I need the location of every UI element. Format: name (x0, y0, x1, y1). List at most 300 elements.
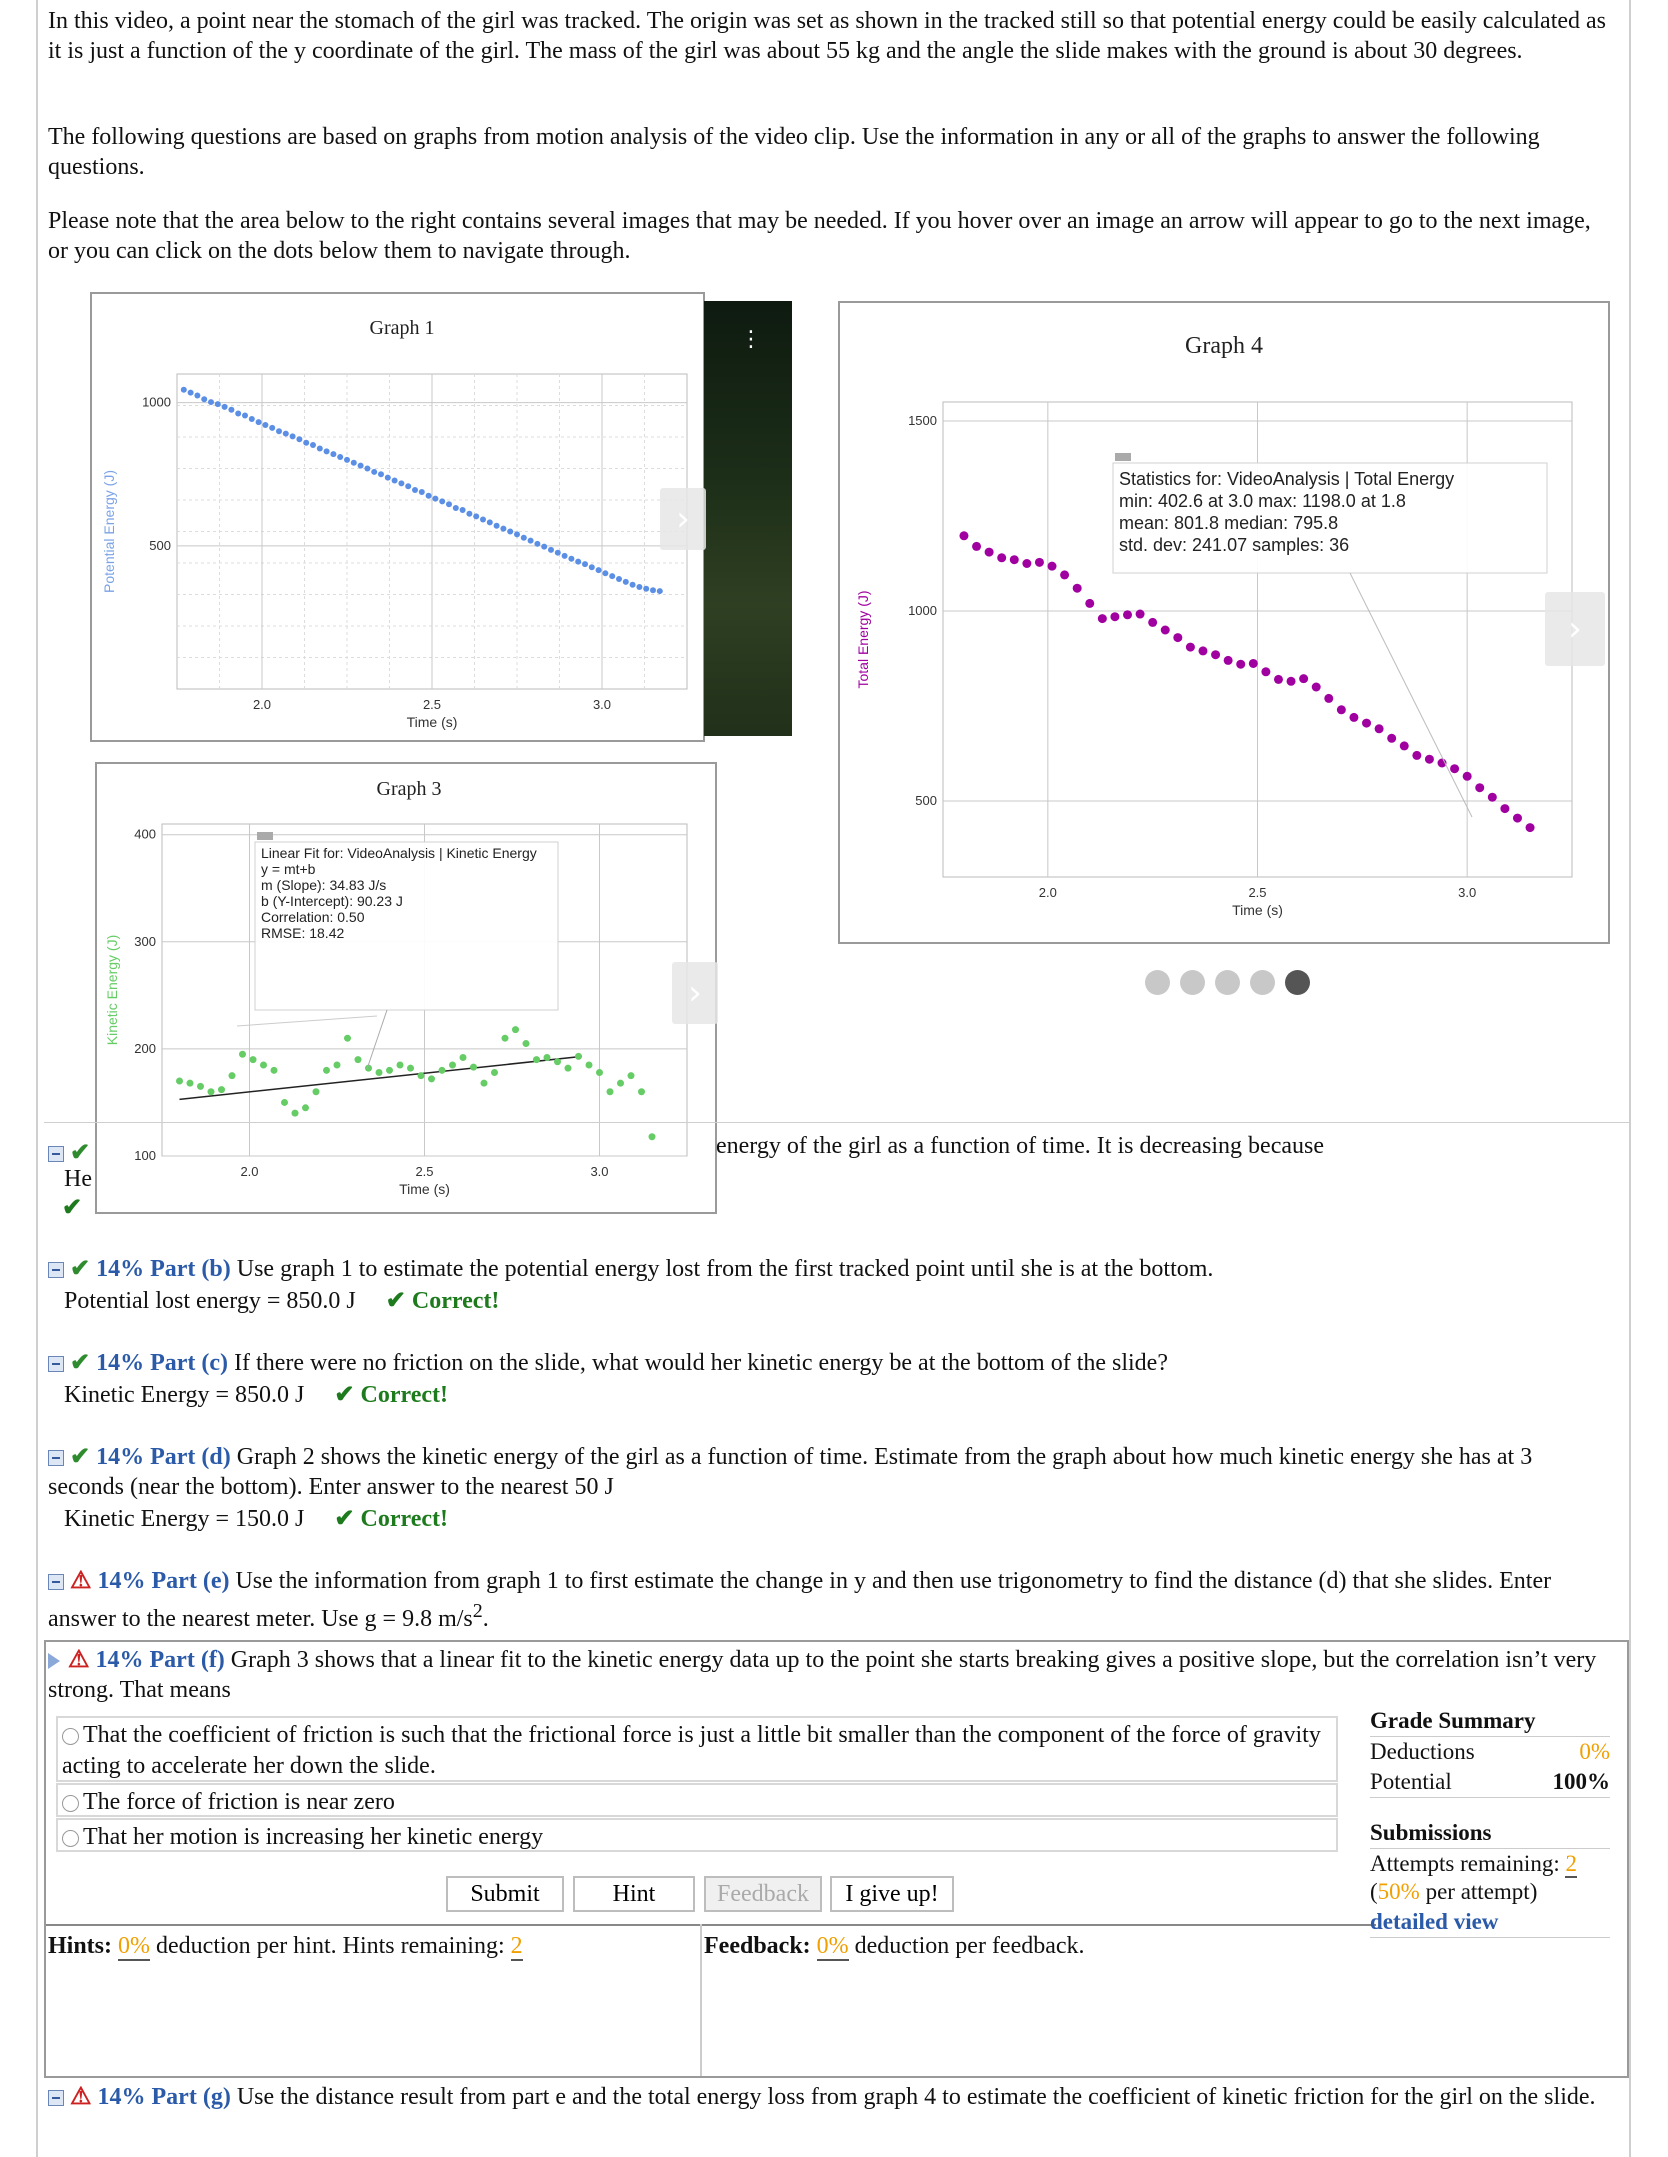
data-point (1224, 656, 1233, 665)
x-tick-label: 3.0 (590, 1164, 609, 1179)
data-point (568, 556, 574, 562)
hint-button[interactable]: Hint (573, 1876, 695, 1912)
data-point (473, 513, 479, 519)
carousel-dots (1145, 970, 1310, 995)
data-point (1513, 814, 1522, 823)
data-point (215, 401, 221, 407)
data-point (609, 573, 615, 579)
data-point (616, 576, 622, 582)
part-e-label: 14% Part (e) (97, 1568, 230, 1594)
data-point (296, 436, 302, 442)
part-e-tail: . (482, 1606, 489, 1632)
data-point (235, 411, 241, 417)
stats-annotation-line: min: 402.6 at 3.0 max: 1198.0 at 1.8 (1119, 491, 1406, 511)
carousel-dot-2[interactable] (1180, 970, 1205, 995)
potential-value: 100% (1552, 1769, 1610, 1794)
data-point (649, 1133, 656, 1140)
data-point (208, 399, 214, 405)
data-point (313, 1088, 320, 1095)
data-point (250, 1056, 257, 1063)
part-e-text: Use the information from graph 1 to first estimate the change in y and then use trigonometry to find the distance (d) that she slides. Enter answer to the nearest meter. Use g = 9.8 m/s (48, 1568, 1552, 1632)
x-tick-label: 2.0 (1038, 885, 1057, 900)
data-point (1412, 751, 1421, 760)
data-point (418, 1072, 425, 1079)
data-point (643, 586, 649, 592)
grade-summary-title: Grade Summary (1370, 1706, 1610, 1737)
deductions-row (1370, 1737, 1610, 1767)
collapse-icon[interactable] (48, 2090, 64, 2106)
data-point (176, 1078, 183, 1085)
data-point (290, 433, 296, 439)
data-point (281, 1099, 288, 1106)
data-point (602, 570, 608, 576)
check-icon: ✔ (70, 1256, 91, 1282)
fit-annotation-line: m (Slope): 34.83 J/s (261, 877, 387, 893)
data-point (1110, 612, 1119, 621)
stats-annotation-line: Statistics for: VideoAnalysis | Total Energy (1119, 469, 1455, 489)
hints-remaining: 2 (510, 1933, 523, 1959)
potential-row (1370, 1767, 1610, 1798)
hints-row (48, 1931, 688, 1961)
data-point (972, 542, 981, 551)
fit-annotation-line: RMSE: 18.42 (261, 925, 345, 941)
data-point (324, 448, 330, 454)
data-point (446, 501, 452, 507)
data-point (1324, 694, 1333, 703)
data-point (439, 498, 445, 504)
data-point (228, 407, 234, 413)
part-b-result: ✔ Correct! (385, 1288, 500, 1314)
carousel-dot-5[interactable] (1285, 970, 1310, 995)
part-f-text: Graph 3 shows that a linear fit to the kinetic energy data up to the point she starts breaking gives a positive slope, but the correlation isn’t very strong. That means (48, 1647, 1597, 1703)
attempts-row (1370, 1849, 1610, 1879)
expand-icon[interactable] (48, 1653, 60, 1669)
data-point (997, 553, 1006, 562)
graph-3-next-arrow[interactable]: › (672, 962, 718, 1024)
data-point (1488, 793, 1497, 802)
data-point (1148, 618, 1157, 627)
x-tick-label: 2.5 (422, 697, 442, 712)
data-point (565, 1065, 572, 1072)
check-icon: ✔ (70, 1444, 91, 1470)
data-point (596, 1069, 603, 1076)
part-c-label: 14% Part (c) (96, 1350, 229, 1376)
part-d-question (48, 1442, 1608, 1502)
x-tick-label: 2.5 (1248, 885, 1267, 900)
data-point (548, 547, 554, 553)
data-point (242, 413, 248, 419)
data-point (371, 469, 377, 475)
y-tick-label: 1000 (908, 603, 937, 618)
hints-text: deduction per hint. Hints remaining: (156, 1933, 505, 1959)
part-a-text: energy of the girl as a function of time. It is decreasing because (716, 1133, 1325, 1159)
feedback-text: deduction per feedback. (854, 1933, 1085, 1959)
data-point (334, 1061, 341, 1068)
y-tick-label: 100 (134, 1148, 156, 1163)
data-point (426, 493, 432, 499)
data-point (1161, 626, 1170, 635)
data-point (1060, 570, 1069, 579)
data-point (1312, 683, 1321, 692)
hints-feedback-separator (700, 1924, 702, 2076)
feedback-label: Feedback: (704, 1933, 811, 1959)
data-point (460, 1054, 467, 1061)
stats-annotation-line: mean: 801.8 median: 795.8 (1119, 513, 1339, 533)
graph-1-panel (90, 292, 705, 742)
part-a-correct-icon: ✔ (62, 1195, 83, 1221)
submit-button[interactable]: Submit (446, 1876, 564, 1912)
data-point (262, 422, 268, 428)
data-point (1136, 610, 1145, 619)
part-g-text: Use the distance result from part e and the total energy loss from graph 4 to estimate the coefficient of kinetic friction for the girl on the slide. (236, 2084, 1596, 2110)
deductions-label: Deductions (1370, 1739, 1475, 1764)
part-b-answer-row (64, 1286, 1624, 1316)
warning-icon: ⚠ (68, 1647, 90, 1673)
data-point (239, 1051, 246, 1058)
data-point (386, 1067, 393, 1074)
per-attempt-text: per attempt) (1425, 1879, 1538, 1904)
data-point (449, 1061, 456, 1068)
data-point (575, 559, 581, 565)
chart-title: Graph 3 (376, 778, 442, 800)
data-point (555, 550, 561, 556)
data-point (623, 579, 629, 585)
y-tick-label: 1000 (142, 394, 171, 410)
data-point (1010, 555, 1019, 564)
data-point (523, 1040, 530, 1047)
data-point (351, 460, 357, 466)
data-point (229, 1072, 236, 1079)
data-point (292, 1110, 299, 1117)
data-point (358, 463, 364, 469)
data-point (1475, 783, 1484, 792)
data-point (405, 483, 411, 489)
per-attempt-row (1370, 1877, 1610, 1907)
feedback-button[interactable]: Feedback (704, 1876, 822, 1912)
collapse-icon[interactable] (48, 1146, 64, 1162)
part-b-question (48, 1254, 1608, 1284)
part-g-label: 14% Part (g) (97, 2084, 231, 2110)
data-point (317, 445, 323, 451)
video-still-thumbnail[interactable] (704, 301, 792, 736)
y-axis-label: Total Energy (J) (855, 590, 871, 689)
data-point (1022, 559, 1031, 568)
data-point (201, 396, 207, 402)
data-point (657, 588, 663, 594)
y-tick-label: 300 (134, 933, 156, 949)
data-point (1123, 610, 1132, 619)
hints-percent: 0% (118, 1933, 151, 1959)
data-point (1236, 660, 1245, 669)
data-point (337, 454, 343, 460)
part-d-result: ✔ Correct! (334, 1506, 448, 1532)
x-tick-label: 3.0 (1458, 885, 1477, 900)
data-point (1085, 599, 1094, 608)
per-attempt-percent: 50% (1377, 1879, 1420, 1904)
part-c-answer: Kinetic Energy = 850.0 J (64, 1382, 305, 1408)
annotation-handle-icon (1115, 453, 1131, 461)
data-point (428, 1075, 435, 1082)
x-tick-label: 3.0 (592, 697, 612, 712)
part-c-text: If there were no friction on the slide, what would her kinetic energy be at the bottom of the slide? (234, 1350, 1168, 1376)
data-point (541, 544, 547, 550)
data-point (310, 442, 316, 448)
part-d-label: 14% Part (d) (96, 1444, 231, 1470)
data-point (650, 587, 656, 593)
data-point (589, 564, 595, 570)
y-axis-label: Kinetic Energy (J) (104, 934, 120, 1046)
option-1-label: That the coefficient of friction is such that the frictional force is just a little bit smaller than the component of the force of gravity acting to accelerate her down the slide. (62, 1722, 1321, 1779)
data-point (398, 480, 404, 486)
part-e-question (48, 1566, 1608, 1634)
y-tick-label: 400 (134, 826, 156, 842)
data-point (582, 561, 588, 567)
more-dots-icon: ⋮ (740, 327, 762, 352)
data-point (222, 404, 228, 410)
collapse-icon[interactable] (48, 1356, 64, 1372)
data-point (628, 1072, 635, 1079)
data-point (512, 1026, 519, 1033)
data-point (1500, 804, 1509, 813)
data-point (271, 1067, 278, 1074)
data-point (407, 1065, 414, 1072)
data-point (466, 511, 472, 517)
carousel-dot-1[interactable] (1145, 970, 1170, 995)
radio-button[interactable] (62, 1795, 79, 1812)
annotation-handle-icon (257, 832, 273, 840)
check-icon: ✔ (70, 1140, 91, 1166)
fit-annotation-line: b (Y-Intercept): 90.23 J (261, 893, 403, 909)
data-point (500, 526, 506, 532)
part-d-text: Graph 2 shows the kinetic energy of the girl as a function of time. Estimate from the graph about how much kinetic energy she has at 3 seconds (near the bottom). Enter answer to the nearest 50 J (48, 1444, 1533, 1500)
option-3[interactable] (56, 1818, 1338, 1852)
data-point (494, 523, 500, 529)
part-c-answer-row (64, 1380, 1624, 1410)
detailed-view-row (1370, 1907, 1610, 1938)
data-point (392, 478, 398, 484)
x-axis-label: Time (s) (399, 1181, 450, 1197)
part-g-question (48, 2082, 1608, 2112)
y-tick-label: 500 (149, 537, 171, 553)
graph-3-chart (97, 764, 715, 1212)
data-point (502, 1035, 509, 1042)
intro-paragraph-3: Please note that the area below to the right contains several images that may be needed. If you hover over an image an arrow will appear to go to the next image, or you can click on the dots below them to navigate through. (48, 208, 1591, 264)
data-point (607, 1088, 614, 1095)
part-f-label: 14% Part (f) (95, 1647, 225, 1673)
data-point (1048, 562, 1057, 571)
data-point (1274, 675, 1283, 684)
check-icon: ✔ (70, 1350, 91, 1376)
option-1[interactable] (56, 1716, 1338, 1782)
deductions-value: 0% (1579, 1739, 1610, 1764)
data-point (630, 582, 636, 588)
part-a-divider (44, 1122, 1630, 1123)
x-axis-label: Time (s) (406, 714, 458, 730)
data-point (1287, 677, 1296, 686)
data-point (276, 428, 282, 434)
feedback-percent: 0% (816, 1933, 849, 1959)
data-point (1425, 755, 1434, 764)
radio-button[interactable] (62, 1830, 79, 1847)
collapse-icon[interactable] (48, 1450, 64, 1466)
data-point (208, 1088, 215, 1095)
radio-button[interactable] (62, 1728, 79, 1745)
data-point (1035, 558, 1044, 567)
part-a-partial-label: He (64, 1166, 92, 1192)
graph-4-chart (840, 303, 1608, 942)
data-point (439, 1067, 446, 1074)
data-point (507, 529, 513, 535)
data-point (487, 519, 493, 525)
give-up-button[interactable]: I give up! (830, 1876, 954, 1912)
data-point (187, 1080, 194, 1087)
annotation-leader-line (367, 1010, 387, 1069)
potential-label: Potential (1370, 1769, 1452, 1794)
data-point (1337, 705, 1346, 714)
part-b-label: 14% Part (b) (96, 1256, 231, 1282)
graph-1-next-arrow[interactable]: › (660, 488, 706, 550)
warning-icon: ⚠ (70, 1568, 92, 1594)
part-b-answer: Potential lost energy = 850.0 J (64, 1288, 356, 1314)
data-point (1450, 764, 1459, 773)
data-point (1349, 713, 1358, 722)
data-point (1400, 741, 1409, 750)
collapse-icon[interactable] (48, 1262, 64, 1278)
data-point (1299, 674, 1308, 683)
data-point (303, 440, 309, 446)
data-point (491, 1069, 498, 1076)
data-point (1526, 823, 1535, 832)
linear-fit-line (180, 1056, 583, 1099)
data-point (460, 507, 466, 513)
data-point (355, 1056, 362, 1063)
graph-3-panel (95, 762, 717, 1214)
data-point (344, 457, 350, 463)
data-point (194, 392, 200, 398)
part-b-text: Use graph 1 to estimate the potential energy lost from the first tracked point until she is at the bottom. (236, 1256, 1214, 1282)
annotation-leader-line (237, 1016, 377, 1026)
data-point (197, 1083, 204, 1090)
stats-annotation-line: std. dev: 241.07 samples: 36 (1119, 535, 1350, 555)
data-point (344, 1035, 351, 1042)
data-point (453, 505, 459, 511)
data-point (364, 466, 370, 472)
data-point (1173, 633, 1182, 642)
chart-title: Graph 4 (1185, 333, 1263, 359)
graph-4-next-arrow[interactable]: › (1545, 592, 1605, 666)
chart-title: Graph 1 (369, 317, 435, 339)
data-point (330, 451, 336, 457)
data-point (181, 387, 187, 393)
data-point (481, 1080, 488, 1087)
data-point (959, 531, 968, 540)
data-point (323, 1067, 330, 1074)
data-point (260, 1061, 267, 1068)
data-point (480, 516, 486, 522)
part-d-answer-row (64, 1504, 1624, 1534)
data-point (218, 1086, 225, 1093)
data-point (985, 548, 994, 557)
y-tick-label: 200 (134, 1040, 156, 1056)
carousel-dot-4[interactable] (1250, 970, 1275, 995)
data-point (617, 1080, 624, 1087)
carousel-dot-3[interactable] (1215, 970, 1240, 995)
intro-paragraph-2: The following questions are based on graphs from motion analysis of the video clip. Use the information in any or all of the graphs to answer the following questions. (48, 124, 1540, 180)
data-point (249, 416, 255, 422)
data-point (638, 1088, 645, 1095)
data-point (534, 541, 540, 547)
data-point (188, 390, 194, 396)
annotation-leader-line (1350, 573, 1472, 817)
data-point (256, 419, 262, 425)
data-point (1073, 584, 1082, 593)
grade-summary (1370, 1706, 1610, 1938)
x-axis-label: Time (s) (1232, 902, 1283, 918)
data-point (283, 431, 289, 437)
intro-paragraph-1: In this video, a point near the stomach of the girl was tracked. The origin was set as shown in the tracked still so that potential energy could be easily calculated as it is just a function of the y coordinate of the girl. The mass of the girl was about 55 kg and the angle the slide makes with the ground is about 30 degrees. (48, 8, 1607, 64)
graph-4-panel (838, 301, 1610, 944)
data-point (1362, 719, 1371, 728)
part-d-answer: Kinetic Energy = 150.0 J (64, 1506, 305, 1532)
data-point (376, 1069, 383, 1076)
data-point (1211, 650, 1220, 659)
y-tick-label: 1500 (908, 413, 937, 428)
part-c-result: ✔ Correct! (334, 1382, 448, 1408)
feedback-row (704, 1931, 1324, 1961)
detailed-view-link[interactable]: detailed view (1370, 1909, 1499, 1934)
data-point (554, 1058, 561, 1065)
data-point (562, 553, 568, 559)
data-point (419, 489, 425, 495)
x-tick-label: 2.0 (240, 1164, 259, 1179)
data-point (636, 584, 642, 590)
part-f-question (48, 1645, 1608, 1705)
y-axis-label: Potential Energy (J) (101, 470, 117, 593)
part-c-question (48, 1348, 1608, 1378)
submissions-title: Submissions (1370, 1818, 1610, 1849)
fit-annotation-line: Correlation: 0.50 (261, 909, 365, 925)
data-point (397, 1061, 404, 1068)
collapse-icon[interactable] (48, 1574, 64, 1590)
attempts-value: 2 (1565, 1851, 1577, 1876)
data-point (533, 1056, 540, 1063)
hints-feedback-divider (46, 1924, 1376, 1926)
fit-annotation-line: y = mt+b (261, 861, 316, 877)
attempts-label: Attempts remaining: (1370, 1851, 1560, 1876)
data-point (1375, 724, 1384, 733)
data-point (1098, 614, 1107, 623)
data-point (1249, 659, 1258, 668)
data-point (596, 567, 602, 573)
data-point (470, 1064, 477, 1071)
x-tick-label: 2.0 (252, 697, 272, 712)
data-point (575, 1053, 582, 1060)
part-e-exponent: 2 (472, 1600, 483, 1622)
option-2-label: The force of friction is near zero (83, 1789, 395, 1815)
data-point (528, 538, 534, 544)
data-point (1198, 646, 1207, 655)
hints-label: Hints: (48, 1933, 113, 1959)
option-3-label: That her motion is increasing her kinetic energy (83, 1824, 544, 1850)
data-point (385, 475, 391, 481)
data-point (544, 1054, 551, 1061)
per-attempt-open: ( (1370, 1879, 1378, 1904)
data-point (521, 535, 527, 541)
option-2[interactable] (56, 1783, 1338, 1817)
data-point (1186, 643, 1195, 652)
data-point (514, 531, 520, 537)
data-point (1261, 667, 1270, 676)
